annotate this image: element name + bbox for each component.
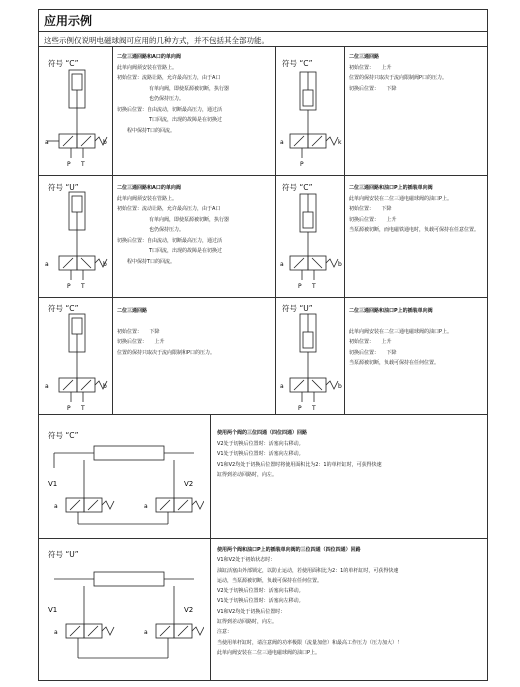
hydraulic-circuit-diagram (280, 308, 345, 412)
row-divider (38, 297, 488, 298)
svg-text:b: b (103, 261, 107, 268)
panel-text: 使用两个阀的三位四通（四位四通）回路 V2处于切换后位置时：活塞向右移动。 V1处于切换后位置时：活塞向左移动。 V1和V2均处于切换后位置时将使用面积比为2：1的单杆缸时，可获得快速 缸得到差动回路时，向左。 (217, 430, 382, 478)
column-divider (275, 46, 276, 414)
svg-text:b: b (103, 139, 107, 146)
svg-text:T: T (312, 283, 316, 290)
row-divider (38, 175, 488, 176)
svg-text:a: a (54, 629, 58, 636)
svg-text:k: k (338, 139, 342, 146)
svg-text:P: P (67, 405, 71, 412)
svg-text:V1: V1 (48, 606, 58, 614)
hydraulic-circuit-diagram (45, 62, 110, 172)
svg-text:a: a (280, 261, 284, 268)
svg-text:a: a (280, 139, 284, 146)
title-divider (38, 31, 488, 32)
svg-text:T: T (81, 283, 85, 290)
panel-text: 二位三通回路和油口P上的插装单向阀 此单向阀安装在二位三通电磁球阀的油口P上。 初始位置： 上升 切换后位置： 下降 当泵源被切断，负载可保持在任何位置。 (349, 308, 453, 366)
diagram-divider (210, 414, 211, 681)
symbol-label: 符号 “C” (48, 304, 79, 313)
svg-text:P: P (300, 161, 304, 168)
svg-text:a: a (144, 629, 148, 636)
hydraulic-circuit-diagram (45, 186, 110, 294)
svg-text:a: a (45, 261, 49, 268)
hydraulic-circuit-diagram (280, 186, 345, 294)
svg-text:a: a (45, 383, 49, 390)
svg-text:a: a (280, 383, 284, 390)
symbol-label: 符号 “U” (282, 304, 313, 313)
svg-text:b: b (103, 383, 107, 390)
svg-text:b: b (338, 383, 342, 390)
row-divider (38, 414, 488, 415)
panel-text: 使用两个阀和油口P上的插装单向阀的三位四通（四位四通）回路 V1和V2处于初始状态时： 油缸活塞由外部锁定，以防止运动，若使用面积比为2：1的单杆缸时，可获得快速 运动，当泵源被切断，负载可保持在任何位置。 V2处于切换后位置时：活塞向右移动。 V1处于切换后位置时：活塞向左移动。 V1和V2均处于切换后位置时： 缸得到差动回路时，向左。 注意： 当使用单杆缸时，请注意阀的功率极限（流量加倍）和最高工作压力（压力加大）！ 此单向阀安装在二位三通电磁球阀的油口P上。 (217, 547, 403, 656)
two-valve-circuit-diagram (44, 438, 204, 536)
panel-text: 二位三通回路 初始位置： 上升 位置的保持只取决于流向限制阀P口的压力。 切换后位置： 下降 (349, 54, 448, 92)
diagram-divider (112, 46, 113, 414)
svg-text:a: a (54, 503, 58, 510)
intro-divider (38, 46, 488, 47)
panel-text: 二位三通回路和油口P上的插装单向阀 此单向阀安装在二位三通电磁球阀的油口P上。 初始位置： 下降 切换后位置： 上升 当泵源被切断，而电磁铁通电时，负载可保持在任意位置。 (349, 185, 480, 233)
svg-text:T: T (312, 405, 316, 412)
svg-text:P: P (298, 283, 302, 290)
hydraulic-circuit-diagram (280, 62, 345, 172)
svg-text:P: P (67, 283, 71, 290)
symbol-label: 符号 “C” (282, 183, 313, 192)
svg-text:a: a (144, 503, 148, 510)
intro-text: 这些示例仅说明电磁球阀可应用的几种方式，并不包括其全部功能。 (44, 36, 269, 45)
svg-text:P: P (67, 161, 71, 168)
svg-text:P: P (298, 405, 302, 412)
svg-text:T: T (81, 405, 85, 412)
hydraulic-circuit-diagram (45, 308, 110, 412)
two-valve-circuit-diagram (44, 562, 204, 674)
panel-text: 二位三通回路 初始位置： 下降 切换后位置： 上升 位置的保持只取决于流向限制和P口的压力。 (117, 308, 216, 356)
panel-text: 二位三通回路和A口的单向阀 此单向阀须安装在管路上。 初始位置：流动让路，允许最高压力，由于A口 有单向阀，即使泵源被切断，执行器 也仍保持压力。 切换后位置：自由流动，切断最高压力，通过活 T口回流，出现的故障是在切换过 程中保持T口的回流。 (117, 185, 230, 265)
symbol-label: 符号 “C” (48, 59, 79, 68)
symbol-label: 符号 “U” (48, 183, 79, 192)
row-divider (38, 538, 488, 539)
panel-text: 二位三通回路和A口的单向阀 此单向阀须安装在管路上。 初始位置：流路让路，允许最高压力，由于A口 有单向阀，即使泵源被切断，执行器 也仍保持压力。 切换后位置：自由流动，切断最高压力，通过活 T口回流，出现的故障是在切换过 程中保持T口的回流。 (117, 54, 230, 134)
symbol-label: 符号 “U” (48, 550, 79, 559)
svg-text:V2: V2 (184, 606, 194, 614)
svg-text:V2: V2 (184, 480, 194, 488)
symbol-label: 符号 “C” (282, 59, 313, 68)
page-title: 应用示例 (44, 14, 93, 28)
symbol-label: 符号 “C” (48, 431, 79, 440)
svg-text:T: T (81, 161, 85, 168)
svg-text:V1: V1 (48, 480, 58, 488)
svg-text:b: b (338, 261, 342, 268)
svg-text:a: a (45, 139, 49, 146)
